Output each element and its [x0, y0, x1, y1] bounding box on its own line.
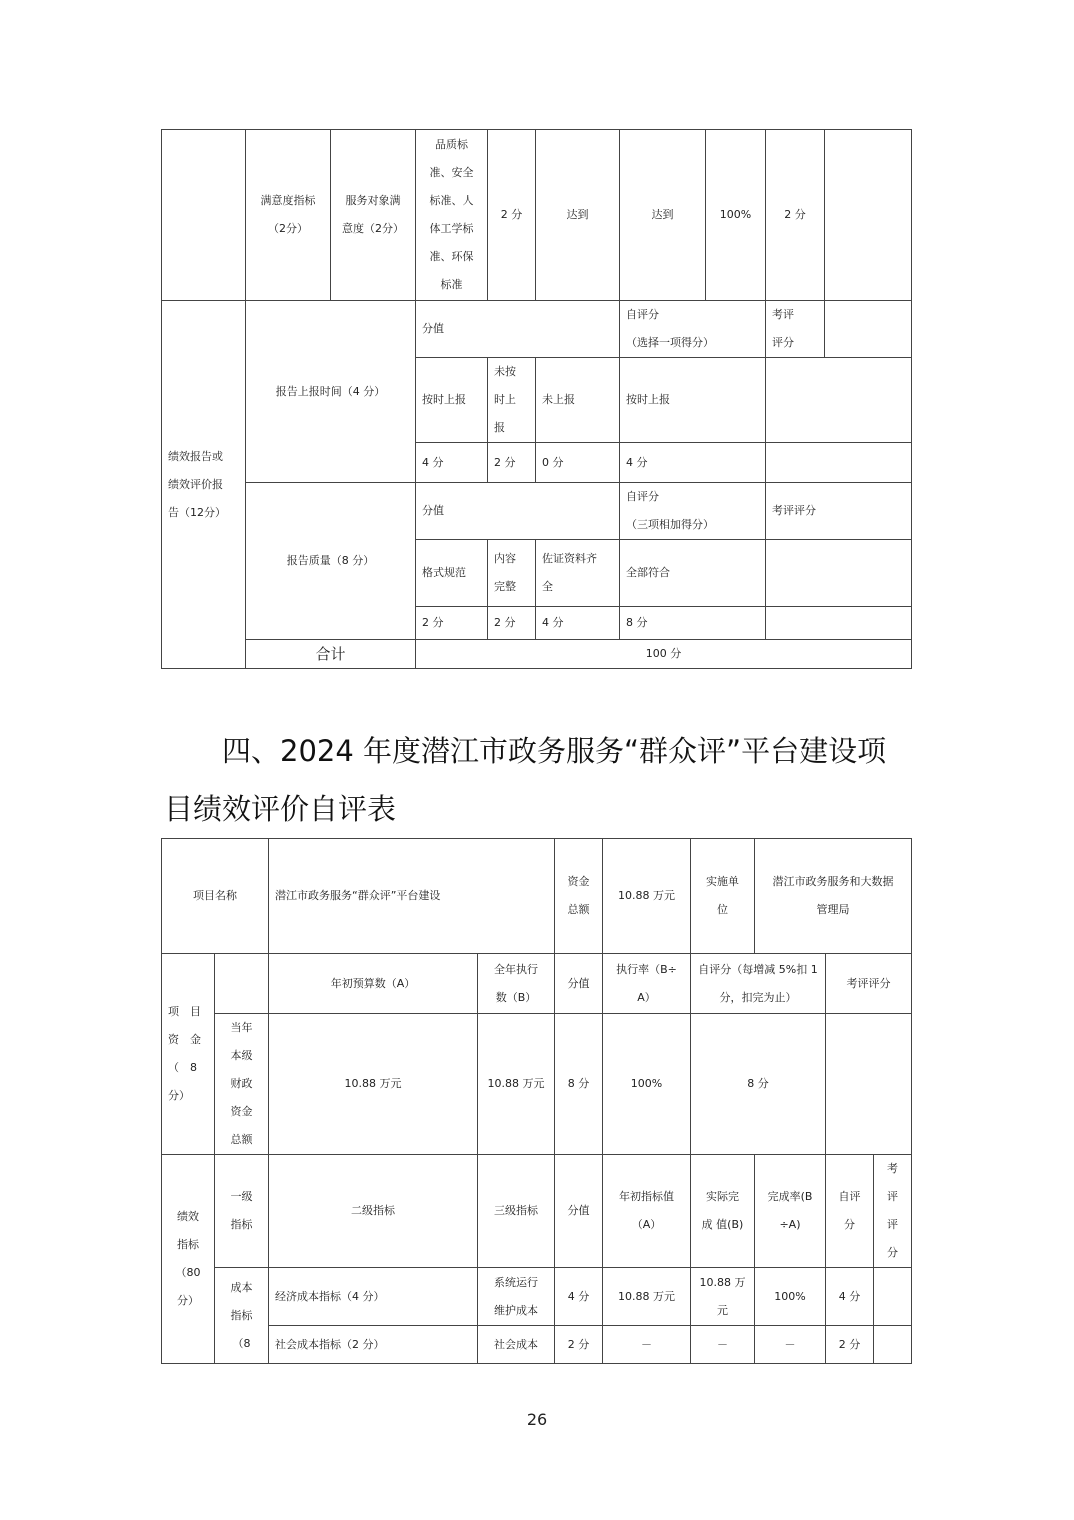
page-number: 26 — [526, 1410, 548, 1429]
evaluation-table-continued — [161, 129, 912, 669]
row1-actual: 10.88 万 元 — [691, 1268, 755, 1326]
perf-header-level1: 一级 指标 — [215, 1155, 269, 1268]
row2-level3: 社会成本 — [478, 1326, 555, 1364]
satisfaction-level3: 服务对象满 意度（2分） — [331, 130, 416, 301]
row2-score: 2 分 — [555, 1326, 603, 1364]
fund-self-header: 自评分（每增减 5%扣 1 分，扣完为止） — [691, 954, 826, 1014]
report-time-option-2: 未按 时上 报 — [488, 358, 536, 443]
empty-cell — [826, 1014, 912, 1155]
empty-cell — [825, 130, 912, 301]
row1-level2: 经济成本指标（4 分） — [269, 1268, 478, 1326]
report-time-review-header: 考评 评分 — [766, 301, 825, 358]
row2-actual: － — [691, 1326, 755, 1364]
row2-self: 2 分 — [826, 1326, 874, 1364]
report-quality-self-score: 8 分 — [620, 607, 766, 640]
empty-cell — [766, 540, 912, 607]
report-time-score-1: 4 分 — [416, 443, 488, 483]
cost-group-label: 成本 指标 （8 — [215, 1268, 269, 1364]
report-time-self-header: 自评分 （选择一项得分） — [620, 301, 766, 358]
fund-total-label: 资金 总额 — [555, 839, 603, 954]
empty-cell — [162, 130, 246, 301]
row1-self: 4 分 — [826, 1268, 874, 1326]
report-quality-value-header: 分值 — [416, 483, 620, 540]
exec-rate-header: 执行率（B÷ A） — [603, 954, 691, 1014]
empty-cell — [766, 443, 912, 483]
fund-row-label: 当年 本级 财政 资金 总额 — [215, 1014, 269, 1155]
empty-cell — [874, 1268, 912, 1326]
implementing-unit: 潜江市政务服务和大数据 管理局 — [755, 839, 912, 954]
report-time-option-1: 按时上报 — [416, 358, 488, 443]
empty-cell — [825, 301, 912, 358]
score-header: 分值 — [555, 954, 603, 1014]
report-quality-option-1: 格式规范 — [416, 540, 488, 607]
perf-header-level2: 二级指标 — [269, 1155, 478, 1268]
satisfaction-score: 2 分 — [488, 130, 536, 301]
report-time-label: 报告上报时间（4 分） — [246, 301, 416, 483]
perf-header-actual: 实际完 成 值(B) — [691, 1155, 755, 1268]
budget-value: 10.88 万元 — [269, 1014, 478, 1155]
report-quality-self-value: 全部符合 — [620, 540, 766, 607]
project-name: 潜江市政务服务“群众评”平台建设 — [269, 839, 555, 954]
report-time-score-3: 0 分 — [536, 443, 620, 483]
budget-header: 年初预算数（A） — [269, 954, 478, 1014]
fund-total: 10.88 万元 — [603, 839, 691, 954]
exec-header: 全年执行 数（B） — [478, 954, 555, 1014]
perf-header-completion: 完成率(B ÷A) — [755, 1155, 826, 1268]
fund-self-score: 8 分 — [691, 1014, 826, 1155]
report-time-score-2: 2 分 — [488, 443, 536, 483]
project-name-label: 项目名称 — [162, 839, 269, 954]
report-quality-option-3: 佐证资料齐 全 — [536, 540, 620, 607]
row1-score: 4 分 — [555, 1268, 603, 1326]
satisfaction-rate: 100% — [706, 130, 766, 301]
row2-level2: 社会成本指标（2 分） — [269, 1326, 478, 1364]
row1-completion: 100% — [755, 1268, 826, 1326]
unit-label: 实施单 位 — [691, 839, 755, 954]
satisfaction-actual: 达到 — [620, 130, 706, 301]
fund-score: 8 分 — [555, 1014, 603, 1155]
report-quality-label: 报告质量（8 分） — [246, 483, 416, 640]
project-evaluation-table — [161, 838, 912, 1364]
fund-review-header: 考评评分 — [826, 954, 912, 1014]
fund-group-label: 项 目 资 金 （ 8 分） — [162, 954, 215, 1155]
satisfaction-self-score: 2 分 — [766, 130, 825, 301]
report-time-option-3: 未上报 — [536, 358, 620, 443]
report-time-self-score: 4 分 — [620, 443, 766, 483]
satisfaction-standard: 品质标 准、安全 标准、人 体工学标 准、环保 标准 — [416, 130, 488, 301]
report-quality-score-3: 4 分 — [536, 607, 620, 640]
empty-cell — [766, 358, 912, 443]
empty-cell — [766, 607, 912, 640]
row1-target: 10.88 万元 — [603, 1268, 691, 1326]
perf-header-score: 分值 — [555, 1155, 603, 1268]
report-quality-self-header: 自评分 （三项相加得分） — [620, 483, 766, 540]
row2-target: － — [603, 1326, 691, 1364]
perf-header-self: 自评 分 — [826, 1155, 874, 1268]
empty-cell — [874, 1326, 912, 1364]
report-time-value-header: 分值 — [416, 301, 620, 358]
satisfaction-target: 达到 — [536, 130, 620, 301]
executed-value: 10.88 万元 — [478, 1014, 555, 1155]
report-time-self-value: 按时上报 — [620, 358, 766, 443]
empty-cell — [215, 954, 269, 1014]
section-heading-line2: 目绩效评价自评表 — [164, 792, 397, 826]
total-value: 100 分 — [416, 640, 912, 669]
total-label: 合计 — [246, 640, 416, 669]
report-group-label: 绩效报告或 绩效评价报 告（12分） — [162, 301, 246, 669]
report-quality-option-2: 内容 完整 — [488, 540, 536, 607]
exec-rate: 100% — [603, 1014, 691, 1155]
report-quality-review-header: 考评评分 — [766, 483, 912, 540]
perf-header-review: 考 评 评 分 — [874, 1155, 912, 1268]
perf-group-label: 绩效 指标 （80 分） — [162, 1155, 215, 1364]
row1-level3: 系统运行 维护成本 — [478, 1268, 555, 1326]
perf-header-level3: 三级指标 — [478, 1155, 555, 1268]
section-heading-line1: 四、2024 年度潜江市政务服务“群众评”平台建设项 — [222, 734, 887, 768]
row2-completion: － — [755, 1326, 826, 1364]
report-quality-score-1: 2 分 — [416, 607, 488, 640]
satisfaction-level2: 满意度指标 （2分） — [246, 130, 331, 301]
report-quality-score-2: 2 分 — [488, 607, 536, 640]
perf-header-target: 年初指标值 （A） — [603, 1155, 691, 1268]
